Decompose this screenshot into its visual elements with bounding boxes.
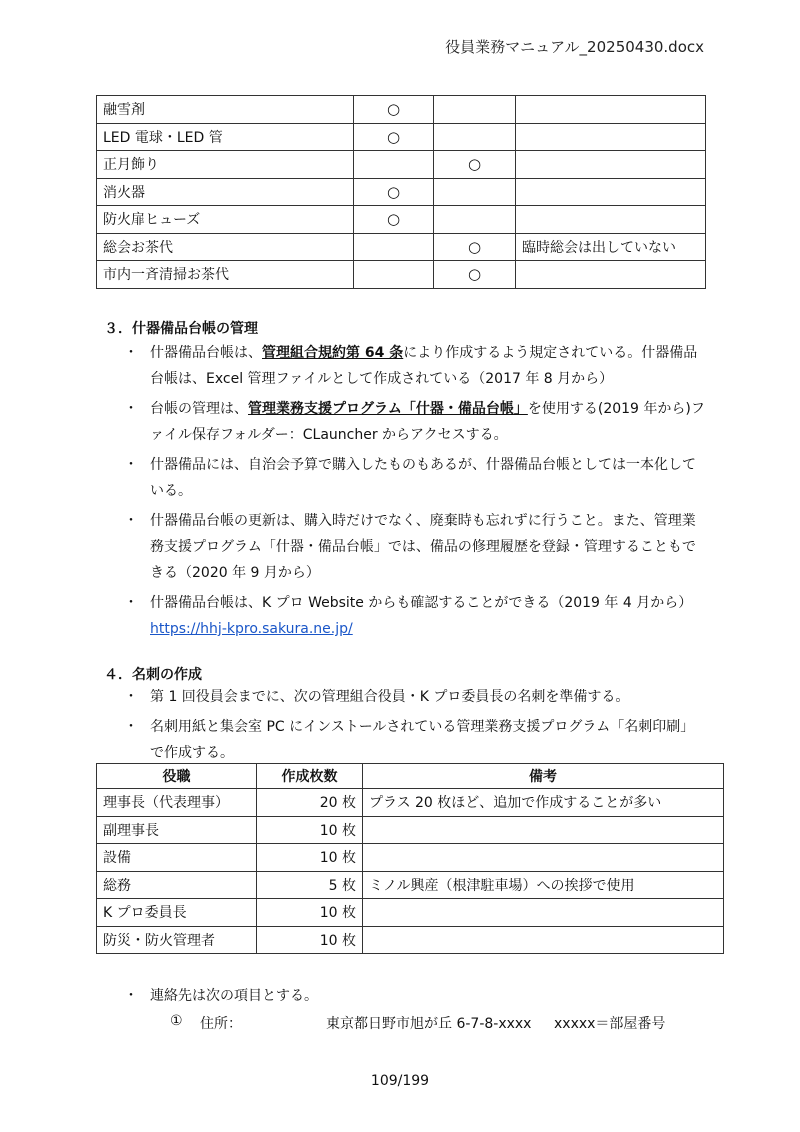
count-cell: 10 枚 [257, 926, 363, 954]
count-cell: 10 枚 [257, 816, 363, 844]
item-cell: 消火器 [97, 178, 354, 206]
list-item: ・ 什器備品には、自治会予算で購入したものもあるが、什器備品台帳としては一本化している。 [124, 457, 696, 499]
table-row [97, 899, 724, 927]
document-filename: 役員業務マニュアル_20250430.docx [445, 38, 704, 56]
item-cell: 融雪剤 [97, 96, 354, 124]
list-item: ・ 連絡先は次の項目とする。 [124, 988, 318, 1004]
table-row [97, 844, 724, 872]
item-cell: 正月飾り [97, 151, 354, 179]
section-3-title: ３．什器備品台帳の管理 [104, 321, 258, 337]
address-number: ① [170, 1013, 183, 1029]
note-cell [516, 96, 706, 124]
note-cell [363, 844, 724, 872]
note-cell [516, 123, 706, 151]
column-header: 備考 [363, 764, 724, 789]
mark-cell [354, 261, 434, 289]
mark-cell: ○ [354, 96, 434, 124]
table-row [97, 816, 724, 844]
section-4-bullets [124, 684, 706, 770]
count-cell: 10 枚 [257, 844, 363, 872]
list-item: ・ 台帳の管理は、管理業務支援プログラム「什器・備品台帳」を使用する(2019 年から)ファイル保存フォルダー：CLauncher からアクセスする。 [124, 401, 705, 443]
note-cell [516, 178, 706, 206]
address-value: 東京都日野市旭が丘 6-7-8-xxxx [326, 1016, 532, 1032]
mark-cell [434, 178, 516, 206]
column-header: 役職 [97, 764, 257, 789]
table-row [97, 206, 706, 234]
table-row [97, 926, 724, 954]
list-item: ・ 名刺用紙と集会室 PC にインストールされている管理業務支援プログラム「名刺印刷」で作成する。 [124, 719, 695, 761]
note-cell [363, 926, 724, 954]
role-cell: 設備 [97, 844, 257, 872]
mark-cell [434, 206, 516, 234]
mark-cell: ○ [434, 233, 516, 261]
count-cell: 5 枚 [257, 871, 363, 899]
list-item: ・ 什器備品台帳の更新は、購入時だけでなく、廃棄時も忘れずに行うこと。また、管理業務支援プログラム「什器・備品台帳」では、備品の修理履歴を登録・管理することもできる（2020 年 9 月から） [124, 513, 696, 581]
note-cell [363, 899, 724, 927]
mark-cell: ○ [354, 178, 434, 206]
count-cell: 10 枚 [257, 899, 363, 927]
note-cell [363, 816, 724, 844]
section-4-title: ４．名刺の作成 [104, 667, 202, 683]
count-cell: 20 枚 [257, 789, 363, 817]
note-cell: プラス 20 枚ほど、追加で作成することが多い [363, 789, 724, 817]
table-row [97, 789, 724, 817]
section-4-contact-bullet [124, 983, 706, 1013]
table-row [97, 96, 706, 124]
list-item: ・ 什器備品台帳は、K プロ Website からも確認することができる（2019 年 4 月から） https://hhj-kpro.sakura.ne.jp/ [124, 595, 693, 637]
bylaw-reference: 管理組合規約第 64 条 [262, 345, 404, 361]
mark-cell [434, 96, 516, 124]
mark-cell: ○ [434, 151, 516, 179]
column-header: 作成枚数 [257, 764, 363, 789]
item-cell: 防火扉ヒューズ [97, 206, 354, 234]
section-3-bullets [124, 340, 706, 646]
table-row [97, 123, 706, 151]
table-row [97, 178, 706, 206]
role-cell: 理事長（代表理事） [97, 789, 257, 817]
kpro-website-link[interactable]: https://hhj-kpro.sakura.ne.jp/ [150, 621, 353, 637]
program-reference: 管理業務支援プログラム「什器・備品台帳」 [248, 401, 528, 417]
note-cell [516, 206, 706, 234]
mark-cell: ○ [354, 123, 434, 151]
list-item: ・ 第 1 回役員会までに、次の管理組合役員・K プロ委員長の名刺を準備する。 [124, 689, 630, 705]
table-row [97, 233, 706, 261]
list-item: ・ 什器備品台帳は、管理組合規約第 64 条により作成するよう規定されている。什器備品台帳は、Excel 管理ファイルとして作成されている（2017 年 8 月から） [124, 345, 698, 387]
table-row [97, 151, 706, 179]
table-row [97, 871, 724, 899]
business-card-table [96, 763, 724, 954]
mark-cell: ○ [434, 261, 516, 289]
item-cell: LED 電球・LED 管 [97, 123, 354, 151]
role-cell: K プロ委員長 [97, 899, 257, 927]
note-cell: ミノル興産（根津駐車場）への挨拶で使用 [363, 871, 724, 899]
role-cell: 総務 [97, 871, 257, 899]
item-cell: 市内一斉清掃お茶代 [97, 261, 354, 289]
table-row [97, 261, 706, 289]
note-cell [516, 261, 706, 289]
item-cell: 総会お茶代 [97, 233, 354, 261]
mark-cell: ○ [354, 206, 434, 234]
note-cell [516, 151, 706, 179]
page-number: 109/199 [370, 1073, 430, 1089]
mark-cell [434, 123, 516, 151]
role-cell: 防災・防火管理者 [97, 926, 257, 954]
mark-cell [354, 151, 434, 179]
mark-cell [354, 233, 434, 261]
address-label: 住所： [200, 1016, 242, 1032]
address-note: xxxxx＝部屋番号 [554, 1016, 666, 1032]
role-cell: 副理事長 [97, 816, 257, 844]
supplies-table [96, 95, 706, 289]
note-cell: 臨時総会は出していない [516, 233, 706, 261]
